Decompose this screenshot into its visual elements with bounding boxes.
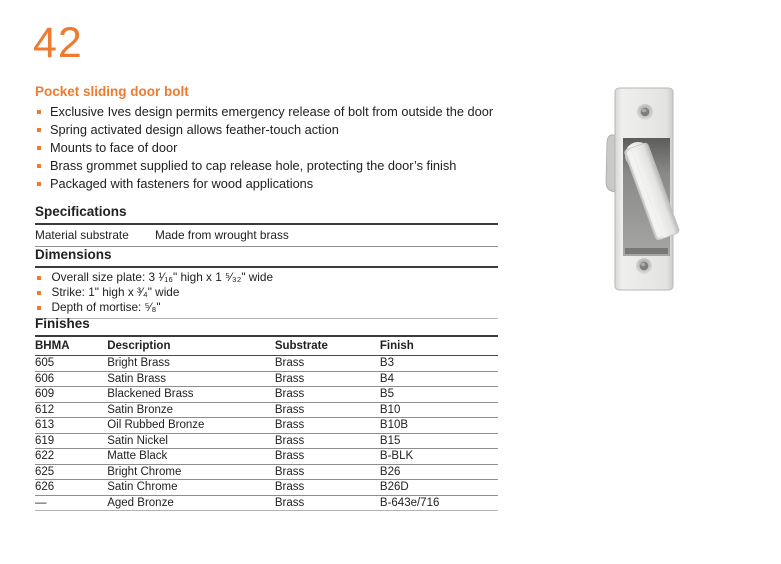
dimension-item — [37, 285, 498, 300]
specifications-section — [35, 204, 498, 247]
finishes-row — [35, 464, 498, 480]
dimensions-heading: Dimensions — [35, 247, 112, 262]
cell-bhma: 609 — [35, 387, 107, 403]
cell-bhma: 606 — [35, 371, 107, 387]
cell-bhma: — — [35, 495, 107, 511]
dimension-item — [37, 300, 498, 315]
cell-description: Aged Bronze — [107, 495, 275, 511]
feature-text: Exclusive Ives design permits emergency release of bolt from outside the door — [50, 104, 494, 119]
cell-finish: B10 — [380, 402, 498, 418]
bullet-square-icon — [37, 306, 41, 310]
feature-text: Packaged with fasteners for wood applications — [50, 176, 314, 191]
feature-text: Mounts to face of door — [50, 140, 178, 155]
feature-item — [35, 157, 555, 175]
bullet-square-icon — [37, 291, 41, 295]
finishes-row — [35, 371, 498, 387]
cell-bhma: 605 — [35, 356, 107, 372]
cell-description: Oil Rubbed Bronze — [107, 418, 275, 434]
cell-description: Satin Brass — [107, 371, 275, 387]
cell-description: Bright Chrome — [107, 464, 275, 480]
cell-finish: B26 — [380, 464, 498, 480]
finishes-row — [35, 402, 498, 418]
dimension-text: Overall size plate: 3 ¹⁄₁₆" high x 1 ⁵⁄₃₂" wide — [51, 270, 274, 284]
spec-value: Made from wrought brass — [155, 228, 289, 242]
finishes-col-description: Description — [107, 336, 275, 356]
cell-substrate: Brass — [275, 402, 380, 418]
finishes-col-finish: Finish — [380, 336, 498, 356]
feature-item — [35, 103, 555, 121]
dimension-item — [37, 270, 498, 285]
feature-item — [35, 175, 555, 193]
cell-finish: B-BLK — [380, 449, 498, 465]
dimensions-section — [35, 247, 498, 319]
bullet-square-icon — [37, 276, 41, 280]
bullet-square-icon — [37, 182, 41, 186]
cell-substrate: Brass — [275, 433, 380, 449]
cell-description: Satin Bronze — [107, 402, 275, 418]
cell-finish: B15 — [380, 433, 498, 449]
cell-finish: B10B — [380, 418, 498, 434]
spec-label: Material substrate — [35, 228, 129, 242]
page-number: 42 — [33, 19, 83, 67]
cell-finish: B5 — [380, 387, 498, 403]
bullet-square-icon — [37, 128, 41, 132]
cell-substrate: Brass — [275, 449, 380, 465]
cell-bhma: 625 — [35, 464, 107, 480]
finishes-col-bhma: BHMA — [35, 336, 107, 356]
product-photo — [598, 78, 718, 308]
finishes-header-row — [35, 336, 498, 356]
bullet-square-icon — [37, 164, 41, 168]
cell-description: Matte Black — [107, 449, 275, 465]
cell-finish: B4 — [380, 371, 498, 387]
cell-substrate: Brass — [275, 356, 380, 372]
finishes-row — [35, 387, 498, 403]
bullet-square-icon — [37, 146, 41, 150]
dimension-text: Strike: 1" high x ³⁄₄" wide — [51, 285, 180, 299]
cell-description: Satin Chrome — [107, 480, 275, 496]
cell-description: Bright Brass — [107, 356, 275, 372]
cell-finish: B3 — [380, 356, 498, 372]
finishes-row — [35, 480, 498, 496]
cell-bhma: 619 — [35, 433, 107, 449]
finishes-row — [35, 495, 498, 511]
cell-bhma: 626 — [35, 480, 107, 496]
finishes-col-substrate: Substrate — [275, 336, 380, 356]
dimension-list — [35, 268, 498, 318]
dimension-text: Depth of mortise: ⁵⁄₈" — [51, 300, 161, 314]
cell-substrate: Brass — [275, 371, 380, 387]
cell-finish: B26D — [380, 480, 498, 496]
feature-item — [35, 139, 555, 157]
cell-substrate: Brass — [275, 495, 380, 511]
cell-bhma: 612 — [35, 402, 107, 418]
door-bolt-illustration — [598, 78, 718, 308]
finishes-heading: Finishes — [35, 316, 90, 331]
cell-description: Satin Nickel — [107, 433, 275, 449]
cell-substrate: Brass — [275, 387, 380, 403]
cell-substrate: Brass — [275, 464, 380, 480]
cell-substrate: Brass — [275, 480, 380, 496]
cell-substrate: Brass — [275, 418, 380, 434]
feature-text: Brass grommet supplied to cap release hole, protecting the door’s finish — [50, 158, 457, 173]
bullet-square-icon — [37, 110, 41, 114]
finishes-row — [35, 418, 498, 434]
product-title: Pocket sliding door bolt — [35, 84, 189, 99]
cell-finish: B-643e/716 — [380, 495, 498, 511]
cell-description: Blackened Brass — [107, 387, 275, 403]
specifications-heading: Specifications — [35, 204, 127, 219]
cell-bhma: 613 — [35, 418, 107, 434]
cell-bhma: 622 — [35, 449, 107, 465]
feature-text: Spring activated design allows feather-touch action — [50, 122, 339, 137]
spec-row — [35, 225, 498, 246]
finishes-row — [35, 356, 498, 372]
feature-item — [35, 121, 555, 139]
finishes-section — [35, 316, 498, 511]
feature-list — [35, 103, 555, 193]
finishes-table — [35, 335, 498, 511]
finishes-row — [35, 449, 498, 465]
finishes-row — [35, 433, 498, 449]
